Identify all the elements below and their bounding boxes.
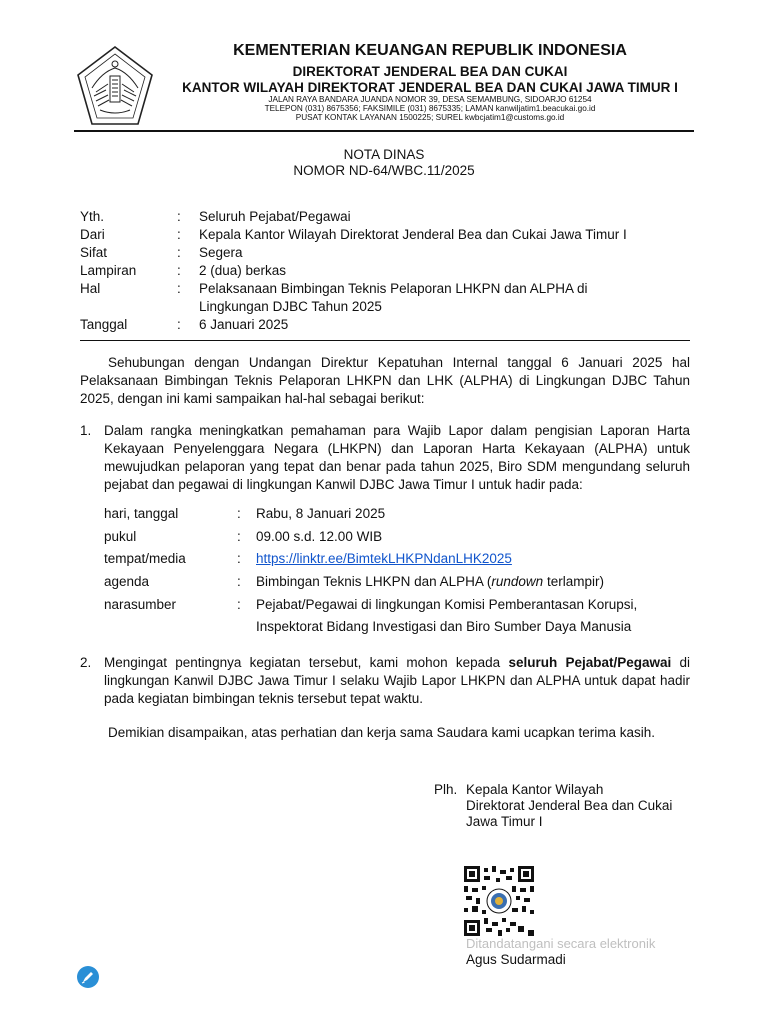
list-item-1 xyxy=(80,422,690,494)
qr-code-icon xyxy=(464,866,534,936)
ministry-emblem-icon xyxy=(72,44,158,130)
agenda-prefix: Bimbingan Teknis LHKPN dan ALPHA ( xyxy=(256,574,492,589)
detail-colon: : xyxy=(237,551,241,566)
meta-colon: : xyxy=(177,245,181,260)
detail-colon: : xyxy=(237,574,241,589)
intro-paragraph: Sehubungan dengan Undangan Direktur Kepatuhan Internal tanggal 6 Januari 2025 hal Pelaksanaan Bimbingan Teknis Pelaporan LHKPN dan LHK (ALPHA) di Lingkungan DJBC Tahun 2025, dengan ini kami sampaikan hal-hal sebagai berikut: xyxy=(80,355,690,406)
closing-paragraph: Demikian disampaikan, atas perhatian dan kerja sama Saudara kami ucapkan terima kasih. xyxy=(108,725,656,740)
detail-label: narasumber xyxy=(104,597,177,612)
meta-label: Yth. xyxy=(80,209,105,224)
meta-label: Lampiran xyxy=(80,263,137,278)
item2-suffix: di lingkungan Kanwil DJBC Jawa Timur I selaku Wajib Lapor LHKPN dan ALPHA untuk dapat hadir pada kegiatan bimbingan teknis tersebut tepat waktu. xyxy=(104,655,690,706)
office-name: KANTOR WILAYAH DIREKTORAT JENDERAL BEA DAN CUKAI JAWA TIMUR I xyxy=(182,80,678,95)
meta-colon: : xyxy=(177,227,181,242)
meta-colon: : xyxy=(177,209,181,224)
electronic-signature-note: Ditandatangani secara elektronik xyxy=(466,936,656,951)
detail-label: pukul xyxy=(104,529,137,544)
meta-label: Sifat xyxy=(80,245,108,260)
meta-colon: : xyxy=(177,263,181,278)
ministry-name: KEMENTERIAN KEUANGAN REPUBLIK INDONESIA xyxy=(233,42,627,59)
list-number: 2. xyxy=(80,655,92,670)
meta-colon: : xyxy=(177,281,181,296)
signature-plh: Plh. xyxy=(434,782,458,797)
document-number: NOMOR ND-64/WBC.11/2025 xyxy=(293,163,475,178)
meeting-link[interactable]: https://linktr.ee/BimtekLHKPNdanLHK2025 xyxy=(256,551,512,566)
meta-label: Dari xyxy=(80,227,105,242)
item2-bold: seluruh Pejabat/Pegawai xyxy=(508,655,672,670)
meta-label: Hal xyxy=(80,281,101,296)
signature-title-2: Direktorat Jenderal Bea dan Cukai xyxy=(466,798,673,813)
meta-value: Kepala Kantor Wilayah Direktorat Jenderal Bea dan Cukai Jawa Timur I xyxy=(199,227,627,242)
detail-label: hari, tanggal xyxy=(104,506,179,521)
item2-prefix: Mengingat pentingnya kegiatan tersebut, kami mohon kepada xyxy=(104,655,509,670)
list-text: Dalam rangka meningkatkan pemahaman para Wajib Lapor dalam pengisian Laporan Harta Kekayaan Penyelenggara Negara (LHKPN) dan Laporan Harta Kekayaan (ALPHA) untuk mewujudkan pelaporan yang tepat dan benar pada tahun 2025, Biro SDM mengundang seluruh pejabat dan pegawai di lingkungan Kanwil DJBC Jawa Timur I untuk hadir pada: xyxy=(104,423,690,492)
meta-divider xyxy=(80,340,690,341)
signature-title-3: Jawa Timur I xyxy=(466,814,543,829)
list-text xyxy=(104,654,690,708)
detail-colon: : xyxy=(237,597,241,612)
meta-label: Tanggal xyxy=(80,317,128,332)
detail-colon: : xyxy=(237,529,241,544)
detail-value: Rabu, 8 Januari 2025 xyxy=(256,506,386,521)
detail-value: 09.00 s.d. 12.00 WIB xyxy=(256,529,383,544)
detail-value: Pejabat/Pegawai di lingkungan Komisi Pemberantasan Korupsi, xyxy=(256,597,638,612)
office-address: JALAN RAYA BANDARA JUANDA NOMOR 39, DESA SEMAMBUNG, SIDOARJO 61254 xyxy=(268,95,592,104)
detail-value-wrap xyxy=(256,548,656,570)
detail-colon: : xyxy=(237,506,241,521)
letterhead-divider xyxy=(74,130,694,132)
list-item-2 xyxy=(80,654,690,708)
detail-value xyxy=(256,571,656,593)
document-type: NOTA DINAS xyxy=(343,147,425,162)
meta-value: 2 (dua) berkas xyxy=(199,263,287,278)
detail-value: Inspektorat Bidang Investigasi dan Biro Sumber Daya Manusia xyxy=(256,619,632,634)
detail-label: agenda xyxy=(104,574,150,589)
detail-label: tempat/media xyxy=(104,551,186,566)
signer-name: Agus Sudarmadi xyxy=(466,952,566,967)
office-phone: TELEPON (031) 8675356; FAKSIMILE (031) 8675335; LAMAN kanwiljatim1.beacukai.go.id xyxy=(264,104,596,113)
directorate-name: DIREKTORAT JENDERAL BEA DAN CUKAI xyxy=(292,64,568,79)
office-contact: PUSAT KONTAK LAYANAN 1500225; SUREL kwbcjatim1@customs.go.id xyxy=(295,113,565,122)
meta-value: Segera xyxy=(199,245,243,260)
meta-value: Pelaksanaan Bimbingan Teknis Pelaporan LHKPN dan ALPHA di xyxy=(199,281,588,296)
agenda-suffix: terlampir) xyxy=(543,574,604,589)
signature-pen-icon[interactable] xyxy=(77,966,99,988)
meta-value: Lingkungan DJBC Tahun 2025 xyxy=(199,299,382,314)
meta-colon: : xyxy=(177,317,181,332)
agenda-italic: rundown xyxy=(491,574,544,589)
meta-value: 6 Januari 2025 xyxy=(199,317,289,332)
list-number: 1. xyxy=(80,423,92,438)
signature-title-1: Kepala Kantor Wilayah xyxy=(466,782,604,797)
meta-value: Seluruh Pejabat/Pegawai xyxy=(199,209,351,224)
